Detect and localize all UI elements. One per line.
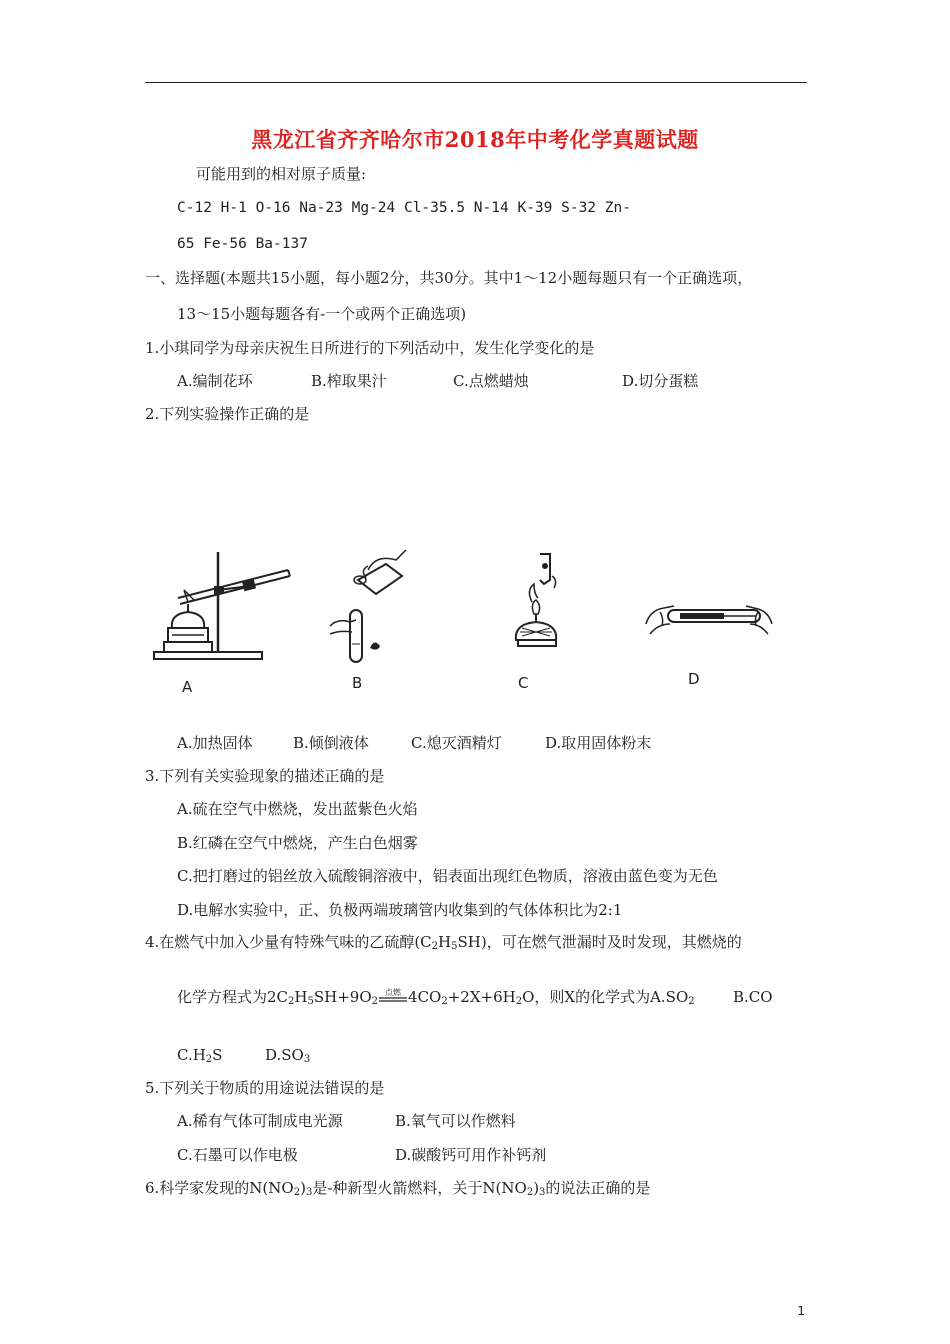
q4-eq-sub1: 2 [288,996,295,1007]
q4-stem-post: SH)，可在燃气泄漏时及时发现，其燃烧的 [457,933,742,951]
q5-option-a: A.稀有气体可制成电光源 [177,1112,343,1130]
q6-stem-sub1: 2 [293,1187,301,1198]
q2-figure-row [140,540,780,700]
reaction-condition-text: 点燃 [385,988,402,997]
q4-stem-sub2: 5 [451,941,458,952]
q6-stem [145,1178,650,1203]
atomic-masses-line2: 65 Fe-56 Ba-137 [177,236,308,252]
q3-option-b: B.红磷在空气中燃烧，产生白色烟雾 [177,834,418,852]
q4-stem [145,932,742,957]
q2-option-b: B.倾倒液体 [293,734,369,752]
q4-option-d [265,1045,310,1070]
q5-option-c: C.石墨可以作电极 [177,1146,298,1164]
q3-option-a: A.硫在空气中燃烧，发出蓝紫色火焰 [177,800,418,818]
q4-eq-sub5: 2 [515,996,523,1007]
q4-equation [177,987,695,1012]
q6-stem-sub4: 3 [539,1187,546,1198]
q6-stem-part4: ) [533,1179,540,1197]
q6-stem-sub3: 2 [526,1187,534,1198]
q4-stem-sub1: 2 [431,941,439,952]
q4-option-d-sub: 3 [303,1054,311,1065]
q6-stem-part5: 的说法正确的是 [545,1179,651,1197]
atomic-mass-intro: 可能用到的相对原子质量: [196,165,367,183]
q4-eq-part1: 化学方程式为2C [177,988,289,1006]
q4-eq-part3: SH+9O [313,988,372,1006]
q4-stem-pre: 4.在燃气中加入少量有特殊气味的乙硫醇(C [145,933,432,951]
figure-d-label: D [688,670,700,688]
q3-stem: 3.下列有关实验现象的描述正确的是 [145,767,385,785]
figure-a [148,540,298,696]
q6-stem-part2: ) [300,1179,306,1197]
q4-eq-sub4: 2 [441,996,448,1007]
q2-option-c: C.熄灭酒精灯 [411,734,502,752]
q4-option-b: B.CO [733,988,773,1006]
figure-c-label: C [518,674,529,692]
q6-stem-sub2: 3 [305,1187,313,1198]
q3-option-c: C.把打磨过的铝丝放入硫酸铜溶液中，铝表面出现红色物质，溶液由蓝色变为无色 [177,867,718,885]
figure-c [492,540,592,692]
q6-stem-part3: 是-种新型火箭燃料，关于N(NO [312,1179,527,1197]
figure-a-label: A [182,678,193,696]
q4-eq-part2: H [294,988,308,1006]
q4-eq-sub3: 2 [371,996,379,1007]
extinguishing-lamp-illustration [492,540,592,665]
q1-stem: 1.小琪同学为母亲庆祝生日所进行的下列活动中，发生化学变化的是 [145,339,595,357]
figure-d [640,540,780,688]
q4-option-c-sub: 2 [205,1054,213,1065]
figure-b [316,540,426,692]
reaction-condition-ignite [378,988,408,1004]
heating-solid-illustration [148,540,298,665]
figure-b-label: B [352,674,363,692]
q5-option-b: B.氧气可以作燃料 [395,1112,516,1130]
atomic-masses-line1: C-12 H-1 O-16 Na-23 Mg-24 Cl-35.5 N-14 K-39 S-32 Zn- [177,200,631,216]
q2-stem: 2.下列实验操作正确的是 [145,405,310,423]
q1-option-d: D.切分蛋糕 [622,372,699,390]
q4-eq-sub2: 5 [307,996,314,1007]
q4-eq-part5: +2X+6H [447,988,516,1006]
q4-option-d-pre: D.SO [265,1046,304,1064]
page-number: 1 [797,1304,805,1318]
q4-eq-sub6: 2 [688,996,695,1007]
q4-option-c [177,1045,222,1070]
q4-option-c-post: S [212,1046,223,1064]
q4-stem-mid: H [438,933,452,951]
q4-eq-part4: 4CO [408,988,442,1006]
q5-stem: 5.下列关于物质的用途说法错误的是 [145,1079,385,1097]
section-heading-line2: 13～15小题每题各有-一个或两个正确选项) [177,305,467,323]
q3-option-d: D.电解水实验中，正、负极两端玻璃管内收集到的气体体积比为2:1 [177,901,623,919]
pouring-liquid-illustration [316,540,426,670]
top-rule [145,82,807,83]
q4-option-c-pre: C.H [177,1046,206,1064]
q4-eq-part6: O，则X的化学式为A.SO [522,988,689,1006]
section-heading-line1: 一、选择题(本题共15小题，每小题2分，共30分。其中1～12小题每题只有一个正确选项， [145,269,753,287]
q1-option-a: A.编制花环 [177,372,253,390]
page-title: 黑龙江省齐齐哈尔市2018年中考化学真题试题 [251,127,699,152]
taking-powder-illustration [640,540,780,665]
q5-option-d: D.碳酸钙可用作补钙剂 [395,1146,547,1164]
q6-stem-part1: 6.科学家发现的N(NO [145,1179,294,1197]
q2-option-d: D.取用固体粉末 [545,734,652,752]
q2-option-a: A.加热固体 [177,734,253,752]
q1-option-c: C.点燃蜡烛 [453,372,529,390]
q1-option-b: B.榨取果汁 [311,372,387,390]
